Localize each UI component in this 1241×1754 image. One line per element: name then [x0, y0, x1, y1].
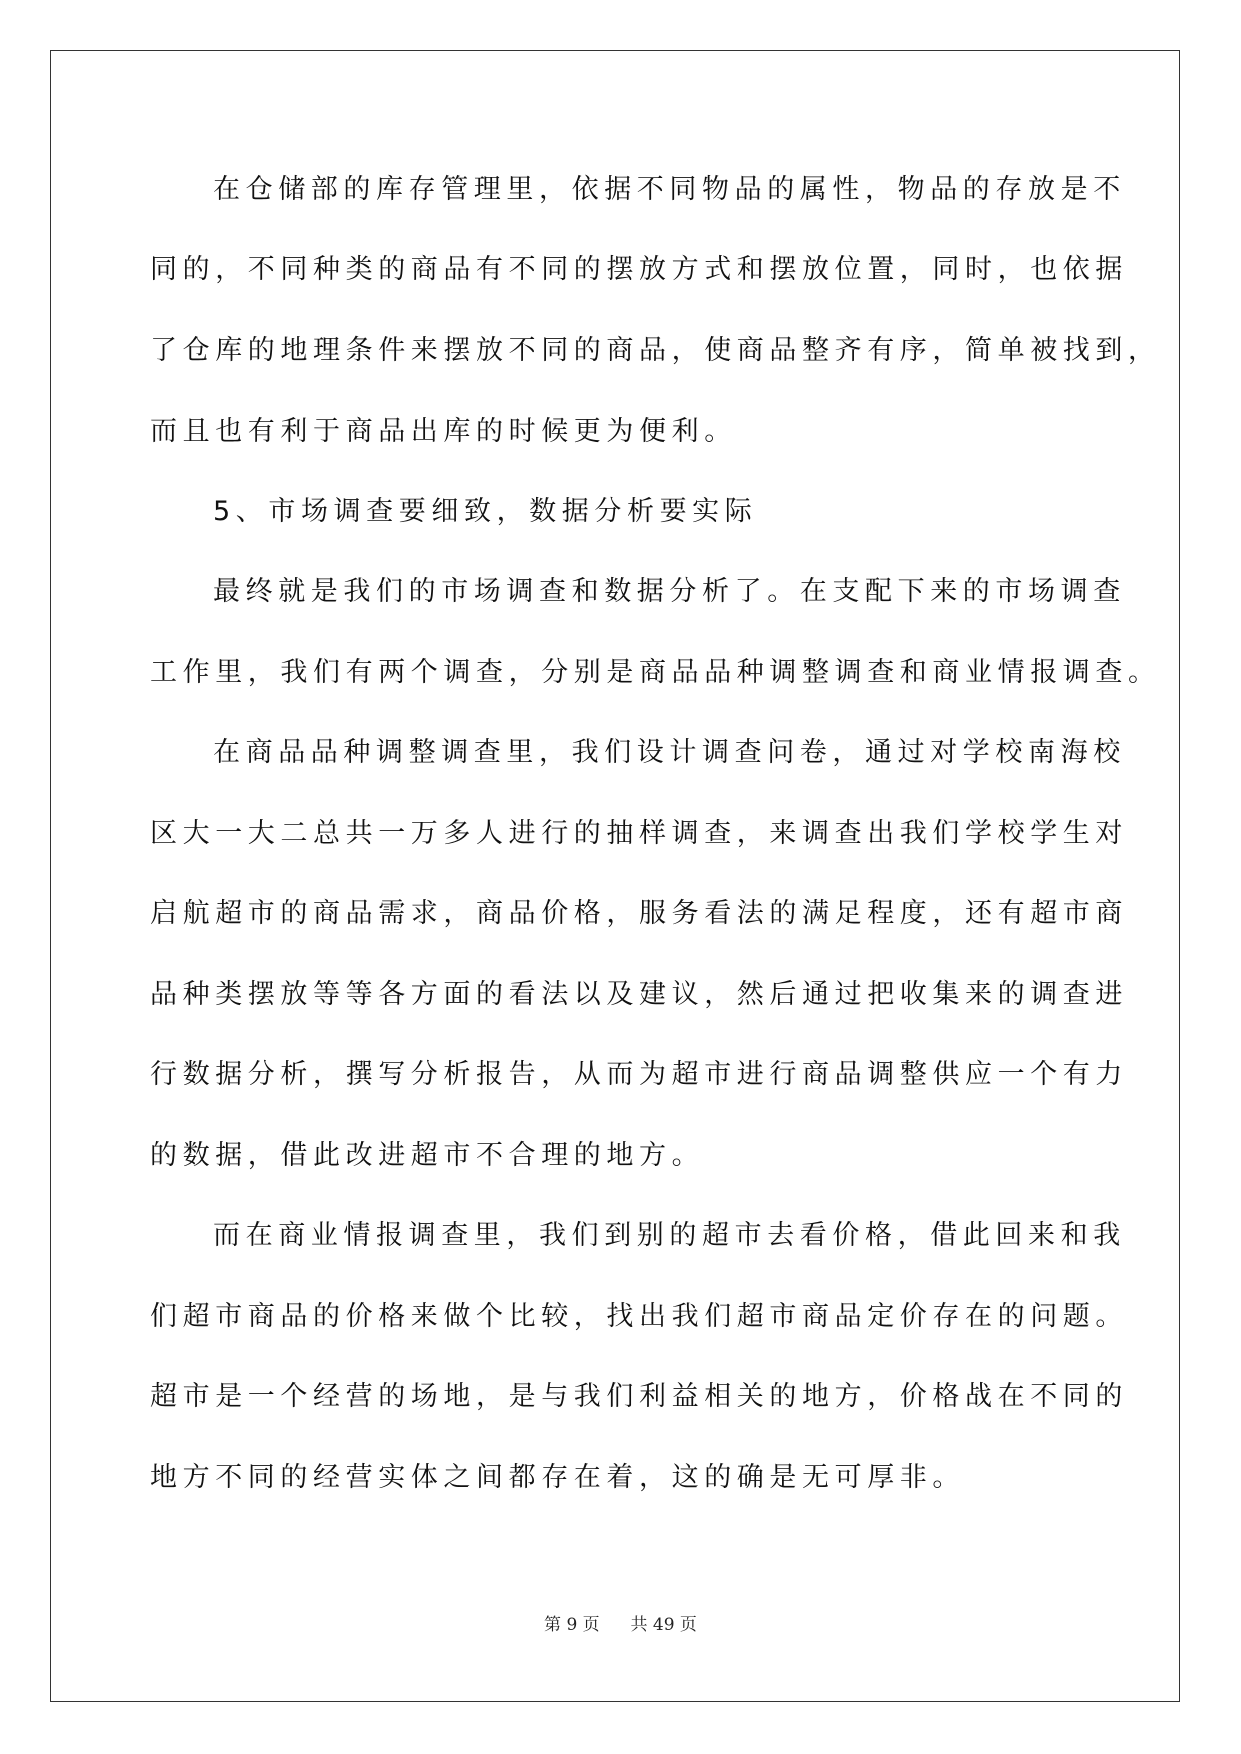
text-line: 的数据，借此改进超市不合理的地方。 [150, 1140, 705, 1171]
page-total: 共 49 页 [630, 1615, 697, 1635]
text-line: 超市是一个经营的场地，是与我们利益相关的地方，价格战在不同的 [150, 1381, 1128, 1412]
text-line: 在商品品种调整调查里，我们设计调查问卷，通过对学校南海校 [213, 737, 1126, 768]
text-line: 启航超市的商品需求，商品价格，服务看法的满足程度，还有超市商 [150, 898, 1128, 929]
text-line: 而且也有利于商品出库的时候更为便利。 [150, 416, 737, 447]
text-line: 地方不同的经营实体之间都存在着，这的确是无可厚非。 [150, 1462, 965, 1493]
section-heading: 5、市场调查要细致，数据分析要实际 [213, 496, 758, 527]
text-line: 了仓库的地理条件来摆放不同的商品，使商品整齐有序，简单被找到， [150, 335, 1161, 366]
text-line: 而在商业情报调查里，我们到别的超市去看价格，借此回来和我 [213, 1220, 1126, 1251]
text-line: 在仓储部的库存管理里，依据不同物品的属性，物品的存放是不 [213, 174, 1126, 205]
page-footer [0, 1610, 1241, 1635]
text-line: 区大一大二总共一万多人进行的抽样调查，来调查出我们学校学生对 [150, 818, 1128, 849]
text-line: 同的，不同种类的商品有不同的摆放方式和摆放位置，同时，也依据 [150, 254, 1128, 285]
text-line: 最终就是我们的市场调查和数据分析了。在支配下来的市场调查 [213, 576, 1126, 607]
text-line: 品种类摆放等等各方面的看法以及建议，然后通过把收集来的调查进 [150, 979, 1128, 1010]
page-border [50, 50, 1180, 1702]
text-line: 工作里，我们有两个调查，分别是商品品种调整调查和商业情报调查。 [150, 657, 1161, 688]
text-line: 们超市商品的价格来做个比较，找出我们超市商品定价存在的问题。 [150, 1301, 1128, 1332]
text-line: 行数据分析，撰写分析报告，从而为超市进行商品调整供应一个有力 [150, 1059, 1128, 1090]
page-number: 第 9 页 [544, 1615, 600, 1635]
